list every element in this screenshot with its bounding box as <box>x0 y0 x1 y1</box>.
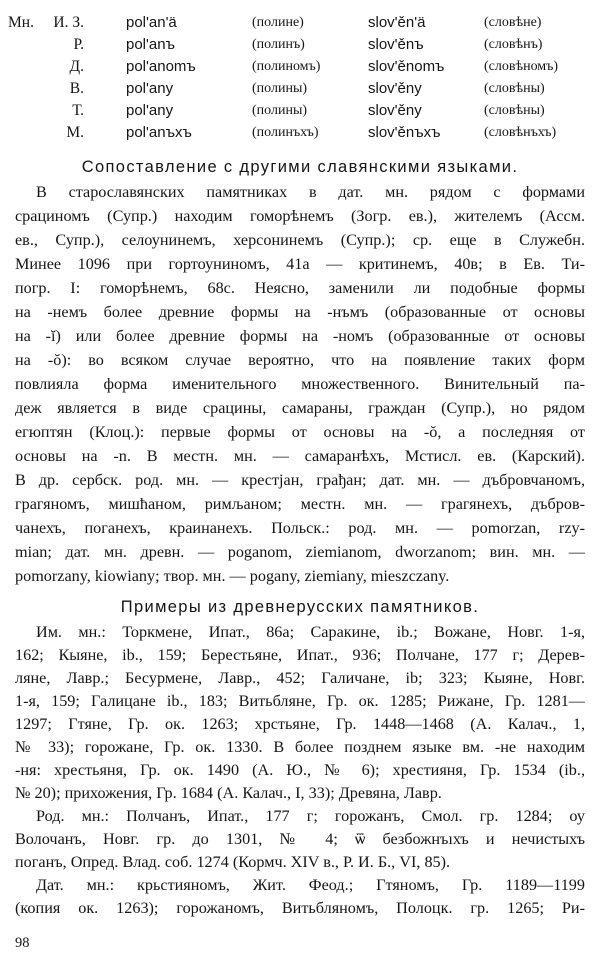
church-slavonic-polyane: (полиномъ) <box>252 59 321 74</box>
case-label: М. <box>66 124 84 141</box>
section-heading-comparison: Сопоставление с другими славянскими языками. <box>81 158 519 176</box>
transliteration-polyane: pol'anomъ <box>126 58 196 75</box>
text-line: на -ŏ): во всяком случае вероятно, что на появление таких форм <box>15 351 585 369</box>
church-slavonic-polyane: (полине) <box>252 15 304 30</box>
text-line: 1-я, 159; Галицане ib., 183; Витьбляне, Гр. ок. 1285; Рижане, Гр. 1281— <box>15 692 585 710</box>
text-line: поганъ, Опред. Влад. соб. 1274 (Кормч. XIV в., Р. И. Б., VI, 85). <box>15 853 451 871</box>
text-line: mian; дат. мн. древн. — poganom, ziemianom, dworzanom; вин. мн. — <box>15 543 585 561</box>
transliteration-polyane: pol'any <box>126 102 174 119</box>
church-slavonic-slovene: (словѣне) <box>484 15 542 30</box>
transliteration-slovene: slov'ěnъ <box>368 36 424 53</box>
transliteration-polyane: pol'anъxъ <box>126 124 192 141</box>
text-line: Дат. мн.: крьстияномъ, Жит. Феод.; Гтяномъ, Гр. 1189—1199 <box>36 876 585 894</box>
case-label: Р. <box>73 36 84 53</box>
church-slavonic-slovene: (словѣнъ) <box>484 37 543 52</box>
text-line: на -ĭ) или более древние формы на -номъ (образованные от основы <box>15 327 585 345</box>
church-slavonic-polyane: (полины) <box>252 81 308 96</box>
transliteration-slovene: slov'ěny <box>368 80 422 97</box>
text-line: егюптян (Клоц.): первые формы от основы на -ŏ, а последняя от <box>15 423 585 441</box>
text-line: основы на -n. В местн. мн. — самаранѣхъ, Мстисл. ев. (Карский). <box>15 447 585 465</box>
text-line: Минее 1096 при гортоуниномъ, 41а — критинемъ, 40в; в Ев. Ти- <box>15 255 585 273</box>
text-line: В старославянских памятниках в дат. мн. рядом с формами <box>36 183 585 201</box>
paradigm-row <box>0 12 600 34</box>
transliteration-polyane: pol'any <box>126 80 174 97</box>
text-line: (копия ок. 1263); горожаномъ, Витьбляномъ, Полоцк. гр. 1265; Ри- <box>15 899 585 917</box>
text-line: 1297; Гтяне, Гр. ок. 1263; хрстьяне, Гр. 1448—1468 (А. Калач., 1, <box>15 715 585 733</box>
text-line: № 20); прихожения, Гр. 1684 (А. Калач., I, 33); Древяна, Лавр. <box>15 784 442 802</box>
text-line: повлияла форма именительного множественного. Винительный па- <box>15 375 585 393</box>
case-label: В. <box>69 80 84 97</box>
text-line: № 33); горожане, Гр. ок. 1330. В более позднем языке вм. -не находим <box>15 738 585 756</box>
paradigm-row <box>0 100 600 122</box>
paradigm-row <box>0 78 600 100</box>
church-slavonic-slovene: (словѣны) <box>484 103 545 118</box>
text-line: В др. сербск. род. мн. — крестjан, грађан; дат. мн. — дъбровчаномъ, <box>15 471 585 489</box>
transliteration-slovene: slov'ěn'ä <box>368 14 426 31</box>
text-line: Им. мн.: Торкмене, Ипат., 86а; Саракине, ib.; Вожане, Новг. 1-я, <box>36 623 585 641</box>
text-line: срациномъ (Супр.) находим гоморѣнемъ (Зогр. ев.), жителемъ (Ассм. <box>15 207 585 225</box>
paradigm-row <box>0 34 600 56</box>
church-slavonic-polyane: (полинъ) <box>252 37 305 52</box>
text-line: ляне, Лавр.; Бесурмене, Лавр., 452; Галичане, ib; 323; Кыяне, Новг. <box>15 669 585 687</box>
church-slavonic-polyane: (полинъхъ) <box>252 125 319 140</box>
case-label: Т. <box>72 102 84 119</box>
church-slavonic-slovene: (словѣномъ) <box>484 59 559 74</box>
church-slavonic-polyane: (полины) <box>252 103 308 118</box>
text-line: грагяномъ, мишћаном, римљаном; местн. мн. — грагянехъ, дъбров- <box>15 495 585 513</box>
case-label: И. З. <box>53 14 84 31</box>
case-label: Д. <box>69 58 84 75</box>
transliteration-slovene: slov'ěnomъ <box>368 58 445 75</box>
text-line: 162; Кыяне, ib., 159; Берестьяне, Ипат., 936; Полчане, 177 г; Дерев- <box>15 646 585 664</box>
text-line: деж является в виде срацины, самараны, граждан (Супр.), но рядом <box>15 399 585 417</box>
text-line: -ня: хрестьяня, Гр. ок. 1490 (А. Ю., № 6); хрестияня, Гр. 1534 (ib., <box>15 761 585 779</box>
text-line: Волочанъ, Новг. гр. до 1301, № 4; ѿ безбожнъıхъ и нечистыхъ <box>15 830 585 848</box>
paradigm-row <box>0 56 600 78</box>
transliteration-slovene: slov'ěny <box>368 102 422 119</box>
text-line: ев., Супр.), селоунинемъ, херсонинемъ (Супр.); ср. еще в Служебн. <box>15 231 585 249</box>
transliteration-slovene: slov'ěnъxъ <box>368 124 441 141</box>
transliteration-polyane: pol'anъ <box>126 36 175 53</box>
text-line: pomorzany, kiowiany; твор. мн. — pogany, ziemiany, mieszczany. <box>15 567 450 585</box>
text-line: погр. I: гомоpѣнемъ, 68с. Неясно, заменили ли подобные формы <box>15 279 585 297</box>
number-label: Мн. <box>8 14 34 31</box>
text-line: на -немъ более древние формы на -нъмъ (образованные от основы <box>15 303 585 321</box>
text-line: чанехъ, поганехъ, краинанехъ. Польск.: род. мн. — pomorzan, rzy- <box>15 519 585 537</box>
transliteration-polyane: pol'an'ä <box>126 14 177 31</box>
church-slavonic-slovene: (словѣны) <box>484 81 545 96</box>
page-number: 98 <box>15 935 30 951</box>
paradigm-row <box>0 122 600 144</box>
section-heading-examples: Примеры из древнерусских памятников. <box>120 598 480 616</box>
text-line: Род. мн.: Полчанъ, Ипат., 177 г; горожанъ, Смол. гр. 1284; оу <box>36 807 585 825</box>
church-slavonic-slovene: (словѣнъхъ) <box>484 125 557 140</box>
